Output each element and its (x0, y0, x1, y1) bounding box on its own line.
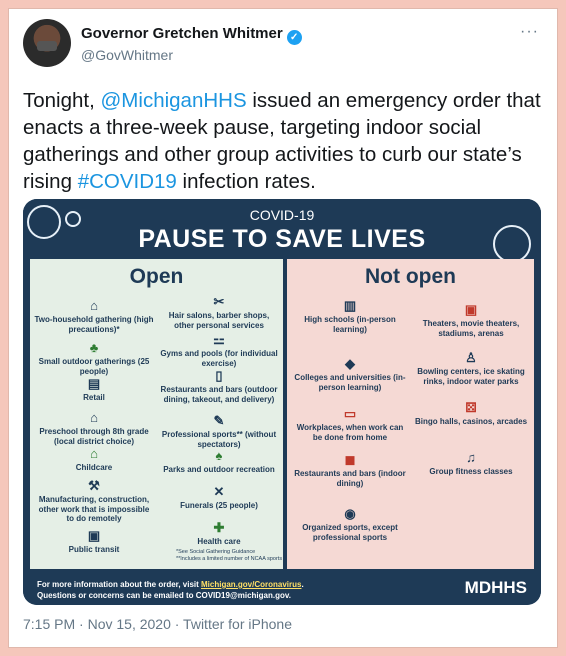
sports-icon: ✎ (213, 413, 225, 428)
list-item (411, 303, 531, 338)
list-item (34, 377, 154, 403)
item-label: Restaurants and bars (outdoor dining, takeout, and delivery) (160, 385, 278, 404)
list-item (34, 411, 154, 446)
avatar[interactable] (23, 19, 71, 67)
computer-icon: ▭ (343, 406, 357, 421)
infographic-header (23, 199, 541, 259)
list-item (34, 299, 154, 334)
item-label: Organized sports, except professional sports (302, 523, 398, 542)
building-icon: ▥ (343, 298, 357, 313)
takeout-icon: ▯ (215, 368, 223, 383)
list-item (34, 529, 154, 555)
list-item (158, 449, 280, 475)
item-label: Public transit (68, 545, 120, 554)
list-item (291, 357, 409, 392)
item-label: Preschool through 8th grade (local district choice) (39, 427, 149, 446)
list-item (158, 369, 280, 404)
avatar-mask (37, 41, 57, 51)
list-item (158, 333, 280, 368)
list-item (158, 295, 280, 330)
infographic-subtitle: COVID-19 (249, 207, 315, 223)
item-label: Manufacturing, construction, other work that is impossible to do remotely (38, 495, 150, 523)
item-label: Small outdoor gatherings (25 people) (38, 357, 150, 376)
item-label: Gyms and pools (for individual exercise) (160, 349, 278, 368)
coronavirus-link[interactable]: Michigan.gov/Coronavirus (201, 580, 302, 589)
register-icon: ▤ (87, 376, 101, 391)
item-label: High schools (in-person learning) (304, 315, 396, 334)
ball-icon: ◉ (344, 506, 356, 521)
tree-icon: ♣ (89, 340, 99, 355)
item-label: Health care (197, 537, 241, 546)
footnote: **Includes a limited number of NCAA sports (176, 555, 283, 562)
item-label: Professional sports** (without spectators) (161, 430, 277, 449)
open-panel (30, 259, 283, 569)
school-icon: ⌂ (90, 410, 98, 425)
tree-icon: ♠ (215, 448, 223, 463)
theater-icon: ▣ (464, 302, 478, 317)
item-label: Bowling centers, ice skating rinks, indoor water parks (417, 367, 525, 386)
list-item (291, 299, 409, 334)
house-icon: ⌂ (90, 298, 98, 313)
scissors-icon: ✂ (213, 294, 225, 309)
item-label: Group fitness classes (429, 467, 513, 476)
mdhhs-logo: MDHHS (464, 578, 527, 597)
tweet-timestamp[interactable]: 7:15 PM · Nov 15, 2020 · Twitter for iPhone (23, 616, 292, 632)
list-item (34, 479, 154, 524)
graduation-cap-icon: ◆ (345, 356, 355, 371)
health-cross-icon: ✚ (213, 520, 225, 535)
tweet-text-part: infection rates. (176, 170, 316, 193)
footer-line: . (301, 580, 304, 589)
tweet-text-part: issued an emergency order that enacts a three-week pause, targeting indoor social gatherings and other group activities to curb our state’s rising (23, 89, 541, 193)
food-icon: ◼ (344, 452, 356, 467)
item-label: Retail (83, 393, 105, 402)
tweet-text (23, 87, 543, 195)
more-options-icon[interactable]: ··· (520, 23, 539, 40)
item-label: Two-household gathering (high precautions)* (34, 315, 154, 334)
tweet-header (23, 17, 543, 77)
item-label: Funerals (25 people) (180, 501, 258, 510)
list-item (411, 351, 531, 386)
footer-line: Questions or concerns can be emailed to COVID19@michigan.gov. (37, 591, 291, 600)
list-item (411, 401, 531, 427)
item-label: Bingo halls, casinos, arcades (414, 417, 528, 426)
dice-icon: ⚄ (465, 400, 477, 415)
playhouse-icon: ⌂ (90, 446, 98, 461)
footnote: *See Social Gathering Guidance (176, 549, 256, 555)
list-item (411, 451, 531, 477)
fitness-icon: ♫ (466, 450, 476, 465)
item-label: Theaters, movie theaters, stadiums, arenas (422, 319, 520, 338)
list-item (158, 485, 280, 511)
item-label: Parks and outdoor recreation (163, 465, 275, 474)
dumbbell-icon: ⚍ (213, 332, 225, 347)
open-heading: Open (129, 265, 184, 288)
tweet-card (8, 8, 558, 648)
author-name[interactable] (81, 25, 302, 45)
footer-line: For more information about the order, visit (37, 580, 202, 589)
footnotes (176, 549, 282, 562)
author-name-text[interactable]: Governor Gretchen Whitmer (81, 25, 283, 42)
item-label: Childcare (75, 463, 113, 472)
list-item (158, 521, 280, 547)
hashtag-link[interactable]: #COVID19 (77, 170, 177, 193)
verified-badge-icon: ✓ (287, 30, 302, 45)
bus-icon: ▣ (87, 528, 101, 543)
bowling-icon: ♙ (465, 350, 477, 365)
list-item (291, 407, 409, 442)
item-label: Restaurants and bars (indoor dining) (294, 469, 406, 488)
list-item (291, 453, 409, 488)
author-handle[interactable]: @GovWhitmer (81, 47, 173, 63)
list-item (34, 447, 154, 473)
hammer-icon: ⚒ (88, 478, 100, 493)
item-label: Colleges and universities (in-person learning) (294, 373, 406, 392)
list-item (291, 507, 409, 542)
not-open-heading: Not open (365, 265, 456, 288)
infographic-title: PAUSE TO SAVE LIVES (138, 225, 426, 253)
list-item (158, 414, 280, 449)
mention-link[interactable]: @MichiganHHS (100, 89, 247, 112)
item-label: Workplaces, when work can be done from home (296, 423, 404, 442)
tweet-text-part: Tonight, (23, 89, 101, 112)
infographic-image[interactable] (23, 199, 541, 605)
not-open-panel (287, 259, 534, 569)
item-label: Hair salons, barber shops, other personal services (168, 311, 270, 330)
dove-icon: ✕ (213, 484, 225, 499)
footer-text (37, 579, 304, 601)
infographic-footer (23, 573, 541, 605)
list-item (34, 341, 154, 376)
